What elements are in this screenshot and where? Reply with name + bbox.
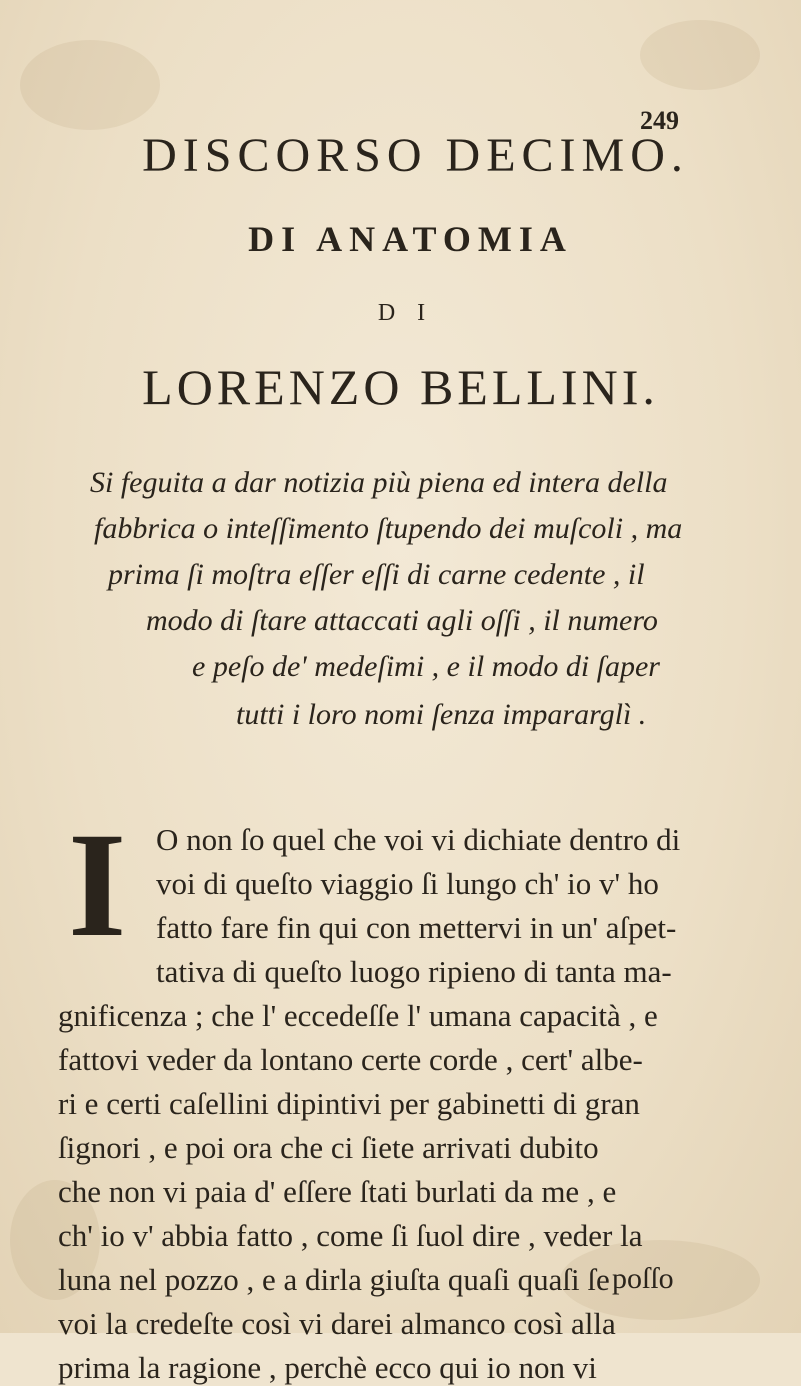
author-preposition: D I [377,300,434,326]
body-line: voi la credeſte così vi darei almanco così alla [58,1306,616,1341]
chapter-title: DISCORSO DECIMO. [142,129,689,182]
body-line: che non vi paia d' eſſere ſtati burlati da me , e [58,1174,617,1209]
body-line: ri e certi caſellini dipintivi per gabinetti di gran [58,1086,640,1121]
body-line: fatto fare fin qui con mettervi in un' aſpet- [156,910,677,945]
paper-stain [640,20,760,90]
body-line: tativa di queſto luogo ripieno di tanta ma- [156,954,672,989]
body-line: ch' io v' abbia fatto , come ſi ſuol dire , veder la [58,1218,643,1253]
drop-cap: I [68,802,127,968]
body-line: prima la ragione , perchè ecco qui io non vi [58,1350,597,1385]
chapter-subtitle: DI ANATOMIA [248,219,573,259]
summary-line: fabbrica o inteſſimento ſtupendo dei muſcoli , ma [94,512,683,545]
body-line: ſignori , e poi ora che ci ſiete arrivati dubito [58,1130,599,1165]
body-line: voi di queſto viaggio ſi lungo ch' io v' ho [156,866,659,901]
paper-stain [20,40,160,130]
body-line: gnificenza ; che l' eccedeſſe l' umana capacità , e [58,998,658,1033]
summary-line: modo di ſtare attaccati agli oſſi , il numero [146,604,658,637]
catchword: poſſo [612,1262,674,1295]
summary-line: Si feguita a dar notizia più piena ed intera della [90,466,668,499]
summary-line: prima ſi moſtra eſſer eſſi di carne cedente , il [108,558,645,591]
summary-line: e peſo de' medeſimi , e il modo di ſaper [192,650,660,683]
summary-line: tutti i loro nomi ſenza impararglì . [236,698,647,731]
author-name: LORENZO BELLINI. [142,359,659,415]
body-line: O non ſo quel che voi vi dichiate dentro di [156,822,681,857]
body-line: fattovi veder da lontano certe corde , cert' albe- [58,1042,643,1077]
page-number: 249 [640,106,679,135]
body-line: luna nel pozzo , e a dirla giuſta quaſi quaſi ſe [58,1262,610,1297]
